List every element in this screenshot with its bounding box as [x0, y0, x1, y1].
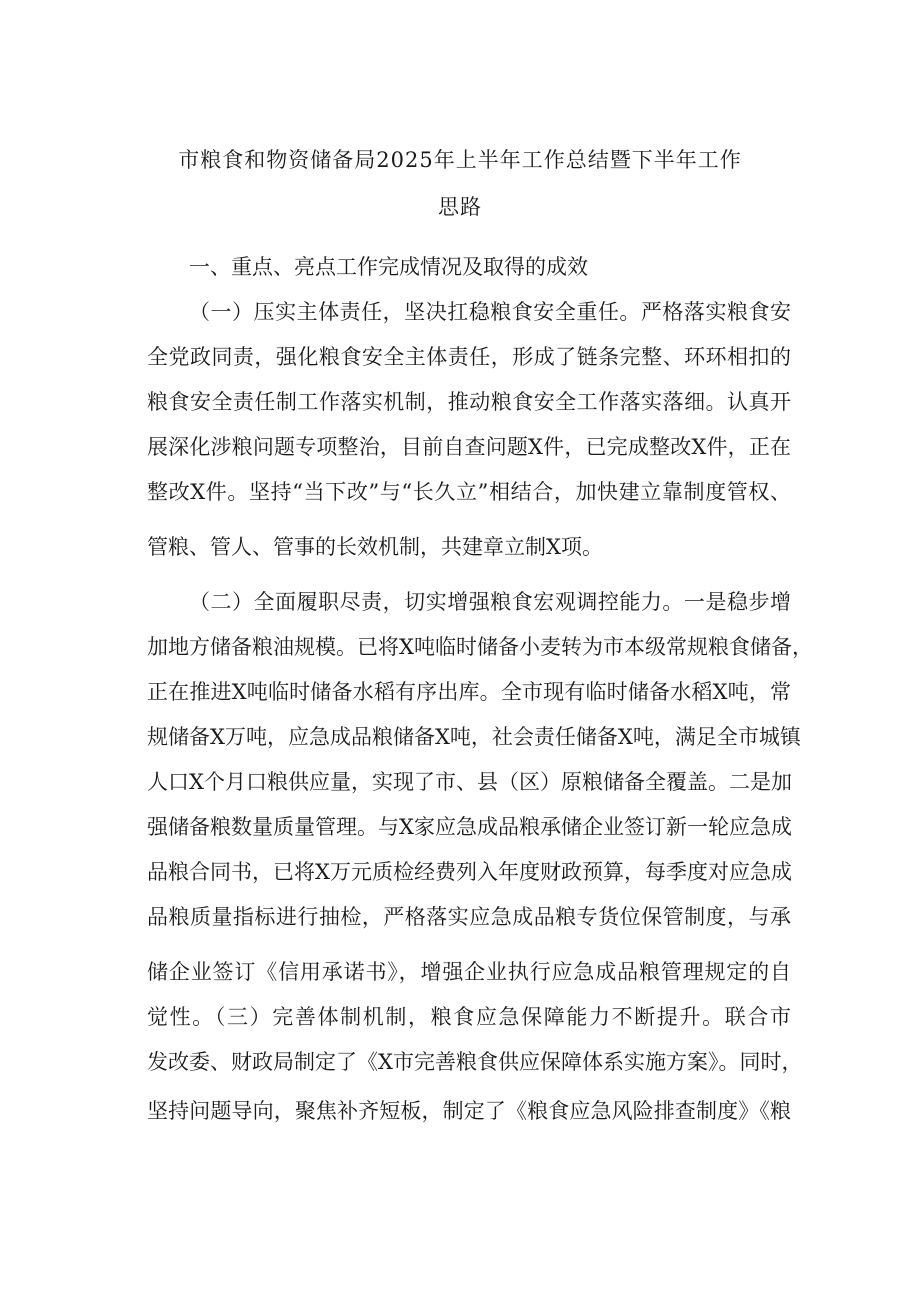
paragraph-line: 品粮合同书，已将X万元质检经费列入年度财政预算，每季度对应急成: [147, 860, 792, 884]
paragraph-line: 全党政同责，强化粮食安全主体责任，形成了链条完整、环环相扣的: [147, 345, 791, 369]
section-heading: 一、重点、亮点工作完成情况及取得的成效: [189, 255, 588, 279]
document-title-line-2: 思路: [438, 195, 482, 219]
paragraph-line: 储企业签订《信用承诺书》，增强企业执行应急成品粮管理规定的自: [147, 960, 791, 984]
paragraph-line: 整改X件。坚持“当下改”与“长久立”相结合，加快建立靠制度管权、: [147, 480, 791, 504]
paragraph-line: （一）压实主体责任，坚决扛稳粮食安全重任。严格落实粮食安: [189, 300, 791, 324]
paragraph-line: 人口X个月口粮供应量，实现了市、县（区）原粮储备全覆盖。二是加: [147, 770, 792, 794]
paragraph-line: 管粮、管人、管事的长效机制，共建章立制X项。: [147, 535, 603, 559]
paragraph-line: 展深化涉粮问题专项整治，目前自查问题X件，已完成整改X件，正在: [147, 435, 791, 459]
paragraph-line: 品粮质量指标进行抽检，严格落实应急成品粮专货位保管制度，与承: [147, 905, 791, 929]
paragraph-line: 加地方储备粮油规模。已将X吨临时储备小麦转为市本级常规粮食储备，: [147, 635, 813, 659]
paragraph-line: 规储备X万吨，应急成品粮储备X吨，社会责任储备X吨，满足全市城镇: [147, 725, 801, 749]
paragraph-line: 发改委、财政局制定了《X市完善粮食供应保障体系实施方案》。同时，: [147, 1050, 803, 1074]
paragraph-line: 粮食安全责任制工作落实机制，推动粮食安全工作落实落细。认真开: [147, 390, 791, 414]
paragraph-line: 正在推进X吨临时储备水稻有序出库。全市现有临时储备水稻X吨，常: [147, 680, 791, 704]
paragraph-line: （二）全面履职尽责，切实增强粮食宏观调控能力。一是稳步增: [189, 590, 791, 614]
paragraph-line: 觉性。（三）完善体制机制，粮食应急保障能力不断提升。联合市: [147, 1005, 791, 1029]
paragraph-line: 坚持问题导向，聚焦补齐短板，制定了《粮食应急风险排查制度》《粮: [147, 1099, 791, 1123]
document-title-line-1: 市粮食和物资储备局2025年上半年工作总结暨下半年工作: [178, 148, 742, 172]
paragraph-line: 强储备粮数量质量管理。与X家应急成品粮承储企业签订新一轮应急成: [147, 815, 792, 839]
